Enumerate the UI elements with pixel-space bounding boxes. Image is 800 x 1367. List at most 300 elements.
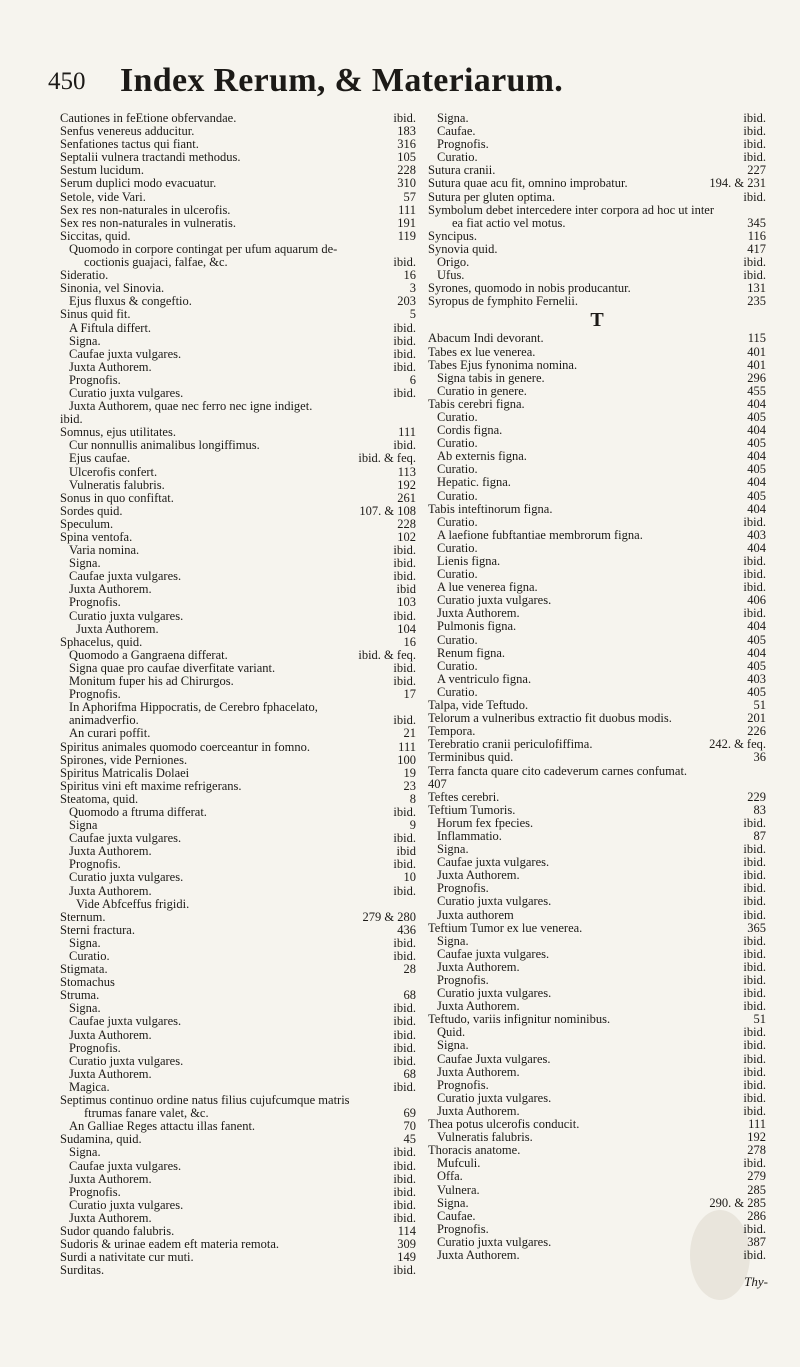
entry-page-ref: ibid. bbox=[393, 385, 416, 400]
entry-page-ref: 310 bbox=[397, 176, 416, 191]
index-entry bbox=[60, 335, 416, 348]
index-entry bbox=[60, 204, 416, 217]
entry-page-ref: 23 bbox=[403, 778, 416, 793]
entry-text: Curatio. bbox=[69, 949, 110, 963]
entry-text: Vulneratis falubris. bbox=[437, 1130, 533, 1145]
entry-text: Stomachus bbox=[60, 975, 115, 990]
entry-page-ref: 226 bbox=[747, 724, 766, 739]
entry-text: A laefione fubftantiae membrorum figna. bbox=[437, 527, 643, 542]
entry-text: Juxta Authorem. bbox=[69, 359, 152, 374]
entry-text: Pulmonis figna. bbox=[437, 619, 517, 634]
entry-page-ref: 309 bbox=[397, 1237, 416, 1252]
entry-text: Prognofis. bbox=[69, 1184, 121, 1199]
entry-text: A lue venerea figna. bbox=[437, 580, 538, 595]
index-entry bbox=[428, 1079, 766, 1092]
entry-text: Sordes quid. bbox=[60, 503, 123, 518]
entry-text: Prognofis. bbox=[69, 1040, 121, 1055]
entry-page-ref: ibid. bbox=[393, 1001, 416, 1016]
index-entry bbox=[428, 529, 766, 542]
entry-page-ref: ibid. bbox=[743, 1221, 766, 1236]
entry-page-ref: ibid. bbox=[743, 868, 766, 883]
index-entry bbox=[60, 780, 416, 793]
entry-page-ref: ibid. bbox=[393, 831, 416, 846]
index-entry bbox=[428, 673, 766, 686]
entry-page-ref: ibid. bbox=[393, 569, 416, 584]
entry-page-ref: 113 bbox=[397, 464, 416, 479]
entry-page-ref: ibid. bbox=[393, 543, 416, 558]
entry-text: Septimus continuo ordine natus filius cujufcumque matris bbox=[60, 1093, 350, 1108]
index-entry bbox=[428, 243, 766, 256]
entry-text: Sudoris & urinae eadem eft materia remota. bbox=[60, 1237, 280, 1252]
entry-page-ref: ibid. bbox=[393, 320, 416, 335]
entry-text: Curatio. bbox=[437, 567, 478, 582]
index-entry bbox=[428, 476, 766, 489]
index-entry bbox=[60, 1264, 416, 1277]
index-entry bbox=[428, 830, 766, 843]
index-entry bbox=[428, 922, 766, 935]
right-column bbox=[428, 112, 766, 1262]
entry-page-ref: 345 bbox=[747, 215, 766, 230]
index-entry bbox=[428, 138, 766, 151]
entry-text: Signa. bbox=[437, 842, 469, 857]
entry-page-ref: ibid. bbox=[393, 1210, 416, 1225]
entry-text: Curatio. bbox=[437, 150, 478, 165]
entry-page-ref: ibid. bbox=[743, 137, 766, 152]
entry-text: Syropus de fymphito Fernelii. bbox=[428, 294, 578, 309]
entry-page-ref: ibid. bbox=[743, 150, 766, 165]
entry-page-ref: ibid. bbox=[743, 1103, 766, 1118]
entry-page-ref: 405 bbox=[747, 658, 766, 673]
entry-page-ref: ibid. bbox=[393, 556, 416, 571]
index-entry bbox=[428, 1066, 766, 1079]
t-entries bbox=[428, 332, 766, 1262]
entry-page-ref: 436 bbox=[397, 922, 416, 937]
index-entry bbox=[428, 555, 766, 568]
entry-page-ref: 111 bbox=[398, 202, 416, 217]
entry-page-ref: 8 bbox=[409, 791, 416, 806]
entry-text: Cur nonnullis animalibus longiffimus. bbox=[69, 438, 260, 453]
entry-text: Curatio. bbox=[437, 488, 478, 503]
index-entry bbox=[428, 791, 766, 804]
entry-text: Siccitas, quid. bbox=[60, 228, 131, 243]
left-column bbox=[60, 112, 416, 1277]
entry-page-ref: ibid. bbox=[393, 359, 416, 374]
index-entry bbox=[428, 398, 766, 411]
entry-page-ref: 68 bbox=[403, 988, 416, 1003]
entry-page-ref: 229 bbox=[747, 789, 766, 804]
entry-page-ref: ibid. bbox=[743, 111, 766, 125]
entry-page-ref: 405 bbox=[747, 488, 766, 503]
index-entry bbox=[60, 924, 416, 937]
index-entry bbox=[60, 505, 416, 518]
entry-text: Sudamina, quid. bbox=[60, 1132, 142, 1147]
entry-text: Juxta Authorem. bbox=[437, 959, 520, 974]
entry-page-ref: 17 bbox=[403, 687, 416, 702]
index-entry bbox=[428, 295, 766, 308]
catchword: Thy- bbox=[744, 1274, 768, 1289]
entry-page-ref: 405 bbox=[747, 632, 766, 647]
entry-text: Talpa, vide Teftudo. bbox=[428, 698, 529, 713]
entry-page-ref: 279 & 280 bbox=[362, 909, 416, 924]
entry-text: Caufae juxta vulgares. bbox=[69, 569, 182, 584]
entry-text: Magica. bbox=[69, 1079, 110, 1094]
entry-text: Symbolum debet intercedere inter corpora ad hoc ut inter bbox=[428, 202, 715, 217]
entry-text: Caufae. bbox=[437, 1208, 476, 1223]
entry-page-ref: ibid. bbox=[393, 1079, 416, 1094]
entry-text: Prognofis. bbox=[69, 857, 121, 872]
entry-text: Renum figna. bbox=[437, 645, 506, 660]
entry-text: Prognofis. bbox=[437, 1077, 489, 1092]
index-entry bbox=[428, 1157, 766, 1170]
entry-text: Curatio juxta vulgares. bbox=[69, 385, 184, 400]
index-entry bbox=[428, 112, 766, 125]
entry-text: ftrumas fanare valet, &c. bbox=[84, 1106, 209, 1121]
index-entry bbox=[60, 623, 416, 636]
entry-page-ref: ibid. bbox=[393, 804, 416, 819]
entry-page-ref: ibid. bbox=[393, 438, 416, 453]
entry-text: Caufae juxta vulgares. bbox=[69, 1158, 182, 1173]
entry-page-ref: ibid. bbox=[743, 999, 766, 1014]
index-entry bbox=[60, 806, 416, 819]
entry-text: Tabis cerebri figna. bbox=[428, 396, 525, 411]
index-entry bbox=[428, 450, 766, 463]
page-header bbox=[48, 62, 748, 102]
index-entry bbox=[60, 1173, 416, 1186]
entry-page-ref: ibid. bbox=[743, 1247, 766, 1262]
entry-text: Curatio juxta vulgares. bbox=[69, 608, 184, 623]
entry-text: Teftudo, variis infignitur nominibus. bbox=[428, 1012, 611, 1027]
entry-text: ibid. bbox=[60, 412, 83, 427]
entry-page-ref: 404 bbox=[747, 645, 766, 660]
entry-text: In Aphorifma Hippocratis, de Cerebro fphacelato, bbox=[69, 700, 318, 715]
entry-page-ref: 51 bbox=[753, 1012, 766, 1027]
entry-page-ref: 111 bbox=[398, 739, 416, 754]
entry-text: Curatio juxta vulgares. bbox=[437, 986, 552, 1001]
entry-text: Signa. bbox=[69, 556, 101, 571]
index-entry bbox=[428, 503, 766, 516]
entry-text: Varia nomina. bbox=[69, 543, 140, 558]
entry-text: Teftium Tumor ex lue venerea. bbox=[428, 920, 583, 935]
entry-text: Curatio juxta vulgares. bbox=[437, 1090, 552, 1105]
entry-page-ref: 69 bbox=[403, 1106, 416, 1121]
entry-text: Prognofis. bbox=[437, 137, 489, 152]
entry-page-ref: ibid. bbox=[743, 1025, 766, 1040]
entry-page-ref: ibid. bbox=[743, 1051, 766, 1066]
entry-page-ref: 242. & feq. bbox=[709, 737, 766, 752]
entry-text: Juxta Authorem. bbox=[69, 1210, 152, 1225]
entry-text: Juxta Authorem. bbox=[437, 1064, 520, 1079]
entry-page-ref: 203 bbox=[397, 294, 416, 309]
entry-page-ref: 296 bbox=[747, 370, 766, 385]
entry-text: Caufae juxta vulgares. bbox=[437, 946, 550, 961]
entry-page-ref: 119 bbox=[397, 228, 416, 243]
entry-text: Cautiones in feEtione obfervandae. bbox=[60, 111, 237, 125]
entry-text: Signa. bbox=[437, 1038, 469, 1053]
entry-page-ref: ibid. bbox=[393, 1145, 416, 1160]
entry-text: An Galliae Reges attactu illas fanent. bbox=[69, 1119, 256, 1134]
index-entry bbox=[428, 230, 766, 243]
letter-heading-t: T bbox=[590, 309, 604, 332]
entry-page-ref: ibid. bbox=[393, 660, 416, 675]
index-entry bbox=[60, 1042, 416, 1055]
entry-text: Sutura cranii. bbox=[428, 163, 496, 178]
entry-text: Senfus venereus adducitur. bbox=[60, 124, 195, 139]
entry-text: A Fiftula differt. bbox=[69, 320, 152, 335]
entry-page-ref: 228 bbox=[397, 516, 416, 531]
entry-page-ref: 405 bbox=[747, 436, 766, 451]
entry-page-ref: 116 bbox=[747, 228, 766, 243]
entry-text: Teftium Tumoris. bbox=[428, 802, 516, 817]
entry-text: Teftes cerebri. bbox=[428, 789, 500, 804]
entry-page-ref: 21 bbox=[403, 726, 416, 741]
entry-text: Signa quae pro caufae diverfitate variant. bbox=[69, 660, 276, 675]
index-entry bbox=[60, 348, 416, 361]
entry-page-ref: ibid. bbox=[393, 1184, 416, 1199]
index-entry bbox=[60, 1029, 416, 1042]
index-entry bbox=[60, 1199, 416, 1212]
entry-page-ref: ibid. bbox=[743, 580, 766, 595]
entry-text: Horum fex fpecies. bbox=[437, 815, 534, 830]
entry-page-ref: ibid. bbox=[743, 1077, 766, 1092]
entry-text: Signa. bbox=[437, 933, 469, 948]
entry-text: Vulneratis falubris. bbox=[69, 477, 165, 492]
entry-page-ref: ibid. bbox=[393, 1053, 416, 1068]
entry-text: Curatio juxta vulgares. bbox=[69, 1053, 184, 1068]
entry-text: Caufae juxta vulgares. bbox=[437, 855, 550, 870]
entry-page-ref: ibid. bbox=[743, 946, 766, 961]
entry-page-ref: 290. & 285 bbox=[709, 1195, 766, 1210]
entry-page-ref: 404 bbox=[747, 540, 766, 555]
entry-text: An curari poffit. bbox=[69, 726, 151, 741]
entry-text: Abacum Indi devorant. bbox=[428, 331, 544, 346]
entry-text: Signa. bbox=[69, 333, 101, 348]
entry-page-ref: ibid. bbox=[393, 1263, 416, 1278]
entry-text: Tempora. bbox=[428, 724, 476, 739]
entry-text: Juxta Authorem. bbox=[76, 621, 159, 636]
entry-text: Curatio. bbox=[437, 658, 478, 673]
entry-page-ref: ibid. bbox=[743, 567, 766, 582]
index-entry bbox=[60, 230, 416, 243]
entry-page-ref: 45 bbox=[403, 1132, 416, 1147]
index-entry bbox=[60, 452, 416, 465]
entry-text: Syrones, quomodo in nobis producantur. bbox=[428, 281, 631, 296]
index-entry bbox=[60, 976, 416, 989]
index-entry bbox=[60, 885, 416, 898]
entry-page-ref: 114 bbox=[397, 1223, 416, 1238]
entry-text: Sex res non-naturales in ulcerofis. bbox=[60, 202, 231, 217]
entry-page-ref: 279 bbox=[747, 1169, 766, 1184]
entry-text: Ulcerofis confert. bbox=[69, 464, 158, 479]
entry-page-ref: 228 bbox=[397, 163, 416, 178]
index-entry bbox=[428, 660, 766, 673]
entry-text: Prognofis. bbox=[437, 881, 489, 896]
entry-text: Signa tabis in genere. bbox=[437, 370, 545, 385]
index-entry bbox=[60, 610, 416, 623]
index-entry bbox=[60, 649, 416, 662]
entry-page-ref: ibid. bbox=[743, 907, 766, 922]
entry-page-ref: 316 bbox=[397, 137, 416, 152]
index-entry bbox=[60, 754, 416, 767]
entry-page-ref: 57 bbox=[403, 189, 416, 204]
index-entry bbox=[428, 1184, 766, 1197]
entry-page-ref: 6 bbox=[409, 372, 416, 387]
entry-text: Tabes Ejus fynonima nomina. bbox=[428, 357, 578, 372]
entry-page-ref: 102 bbox=[397, 530, 416, 544]
index-entry bbox=[60, 871, 416, 884]
index-entry bbox=[428, 372, 766, 385]
entry-text: Juxta Authorem. bbox=[437, 1247, 520, 1262]
entry-page-ref: 10 bbox=[403, 870, 416, 885]
index-entry bbox=[428, 204, 766, 217]
entry-text: Signa. bbox=[69, 935, 101, 950]
entry-page-ref: ibid. bbox=[393, 111, 416, 125]
entry-page-ref: 403 bbox=[747, 527, 766, 542]
entry-text: Curatio juxta vulgares. bbox=[437, 1234, 552, 1249]
index-entry bbox=[60, 400, 416, 413]
entry-text: Synovia quid. bbox=[428, 241, 498, 256]
entry-page-ref: 401 bbox=[747, 357, 766, 372]
index-entry bbox=[428, 1013, 766, 1026]
entry-page-ref: ibid. bbox=[393, 1027, 416, 1042]
entry-text: Senfationes tactus qui fiant. bbox=[60, 137, 199, 152]
entry-text: Quomodo in corpore contingat per ufum aquarum de- bbox=[69, 241, 338, 256]
index-entry bbox=[428, 909, 766, 922]
entry-page-ref: 9 bbox=[409, 818, 416, 833]
entry-text: Juxta Authorem. bbox=[437, 999, 520, 1014]
entry-page-ref: ibid. & feq. bbox=[358, 647, 416, 662]
entry-page-ref: 16 bbox=[403, 634, 416, 649]
entry-text: Surditas. bbox=[60, 1263, 105, 1278]
page-title: Index Rerum, & Materiarum. bbox=[120, 62, 564, 99]
entry-text: Inflammatio. bbox=[437, 828, 502, 843]
index-entry bbox=[428, 817, 766, 830]
entry-page-ref: ibid. bbox=[743, 815, 766, 830]
entry-text: Thoracis anatome. bbox=[428, 1143, 521, 1158]
entry-text: ea fiat actio vel motus. bbox=[452, 215, 566, 230]
entry-text: Ufus. bbox=[437, 268, 465, 283]
entry-text: Quid. bbox=[437, 1025, 466, 1040]
entry-page-ref: ibid. bbox=[743, 933, 766, 948]
index-entry bbox=[60, 1133, 416, 1146]
index-entry bbox=[428, 359, 766, 372]
entry-text: Juxta Authorem. bbox=[437, 606, 520, 621]
entry-page-ref: 286 bbox=[747, 1208, 766, 1223]
index-entry bbox=[60, 636, 416, 649]
index-entry bbox=[60, 466, 416, 479]
index-entry bbox=[428, 346, 766, 359]
entry-page-ref: ibid. bbox=[393, 1171, 416, 1186]
index-entry bbox=[60, 479, 416, 492]
entry-text: Somnus, ejus utilitates. bbox=[60, 425, 176, 440]
entry-page-ref: 107. & 108 bbox=[359, 503, 416, 518]
entry-text: Prognofis. bbox=[69, 687, 121, 702]
entry-page-ref: 100 bbox=[397, 752, 416, 767]
index-entry bbox=[428, 1223, 766, 1236]
entry-text: Caufae juxta vulgares. bbox=[69, 831, 182, 846]
entry-text: Sutura quae acu fit, omnino improbatur. bbox=[428, 176, 628, 191]
entry-text: Caufae juxta vulgares. bbox=[69, 1014, 182, 1029]
index-entry bbox=[428, 1092, 766, 1105]
entry-text: Curatio juxta vulgares. bbox=[437, 593, 552, 608]
entry-page-ref: 404 bbox=[747, 449, 766, 464]
entry-page-ref: 417 bbox=[747, 241, 766, 256]
entry-page-ref: ibid. bbox=[393, 608, 416, 623]
entry-text: animadverfio. bbox=[69, 713, 139, 728]
entry-page-ref: ibid. bbox=[743, 1090, 766, 1105]
entry-page-ref: ibid. bbox=[743, 1038, 766, 1053]
entry-page-ref: ibid. bbox=[743, 268, 766, 283]
entry-page-ref: ibid. bbox=[743, 606, 766, 621]
entry-text: Juxta Authorem. bbox=[437, 868, 520, 883]
entry-text: Signa. bbox=[69, 1145, 101, 1160]
index-entry bbox=[60, 793, 416, 806]
index-entry bbox=[428, 620, 766, 633]
index-entry bbox=[428, 712, 766, 725]
entry-page-ref: ibid. bbox=[393, 346, 416, 361]
index-entry bbox=[428, 778, 766, 791]
entry-text: coctionis guajaci, falfae, &c. bbox=[84, 255, 228, 270]
entry-page-ref: 16 bbox=[403, 268, 416, 283]
entry-page-ref: 83 bbox=[753, 802, 766, 817]
entry-text: Telorum a vulneribus extractio fit duobus modis. bbox=[428, 711, 672, 726]
entry-page-ref: ibid. bbox=[393, 1197, 416, 1212]
entry-page-ref: ibid. bbox=[393, 857, 416, 872]
index-entry bbox=[60, 898, 416, 911]
entry-page-ref: 115 bbox=[747, 331, 766, 346]
entry-page-ref: ibid. bbox=[393, 1158, 416, 1173]
index-entry bbox=[60, 937, 416, 950]
index-entry bbox=[60, 322, 416, 335]
entry-text: Sudor quando falubris. bbox=[60, 1223, 175, 1238]
index-entry bbox=[60, 1015, 416, 1028]
entry-text: Curatio juxta vulgares. bbox=[437, 894, 552, 909]
entry-page-ref: 455 bbox=[747, 383, 766, 398]
entry-text: Juxta Authorem. bbox=[69, 844, 152, 859]
entry-page-ref: 285 bbox=[747, 1182, 766, 1197]
entry-text: Sonus in quo confiftat. bbox=[60, 490, 174, 505]
entry-text: Curatio. bbox=[437, 462, 478, 477]
entry-page-ref: ibid. bbox=[743, 894, 766, 909]
entry-page-ref: 227 bbox=[747, 163, 766, 178]
index-entry bbox=[428, 1197, 766, 1210]
entry-page-ref: 111 bbox=[398, 425, 416, 440]
entry-text: Mufculi. bbox=[437, 1156, 481, 1171]
index-entry bbox=[60, 361, 416, 374]
entry-text: Setole, vide Vari. bbox=[60, 189, 146, 204]
index-entry bbox=[60, 989, 416, 1002]
index-entry bbox=[428, 804, 766, 817]
index-entry bbox=[428, 765, 766, 778]
entry-page-ref: ibid. bbox=[743, 881, 766, 896]
s-entries-continued bbox=[428, 112, 766, 308]
entry-page-ref: 404 bbox=[747, 475, 766, 490]
entry-text: Vulnera. bbox=[437, 1182, 480, 1197]
entry-text: Terminibus quid. bbox=[428, 750, 514, 765]
entry-page-ref: ibid. bbox=[743, 189, 766, 204]
entry-page-ref: 201 bbox=[747, 711, 766, 726]
entry-text: Curatio. bbox=[437, 632, 478, 647]
entry-text: Sutura per gluten optima. bbox=[428, 189, 556, 204]
index-entry bbox=[60, 741, 416, 754]
entry-text: Sphacelus, quid. bbox=[60, 634, 143, 649]
entry-text: Offa. bbox=[437, 1169, 463, 1184]
index-entry bbox=[60, 950, 416, 963]
entry-page-ref: 28 bbox=[403, 962, 416, 977]
entry-text: Prognofis. bbox=[437, 1221, 489, 1236]
entry-text: Juxta Authorem. bbox=[69, 1027, 152, 1042]
index-entry bbox=[428, 647, 766, 660]
index-entry bbox=[428, 424, 766, 437]
